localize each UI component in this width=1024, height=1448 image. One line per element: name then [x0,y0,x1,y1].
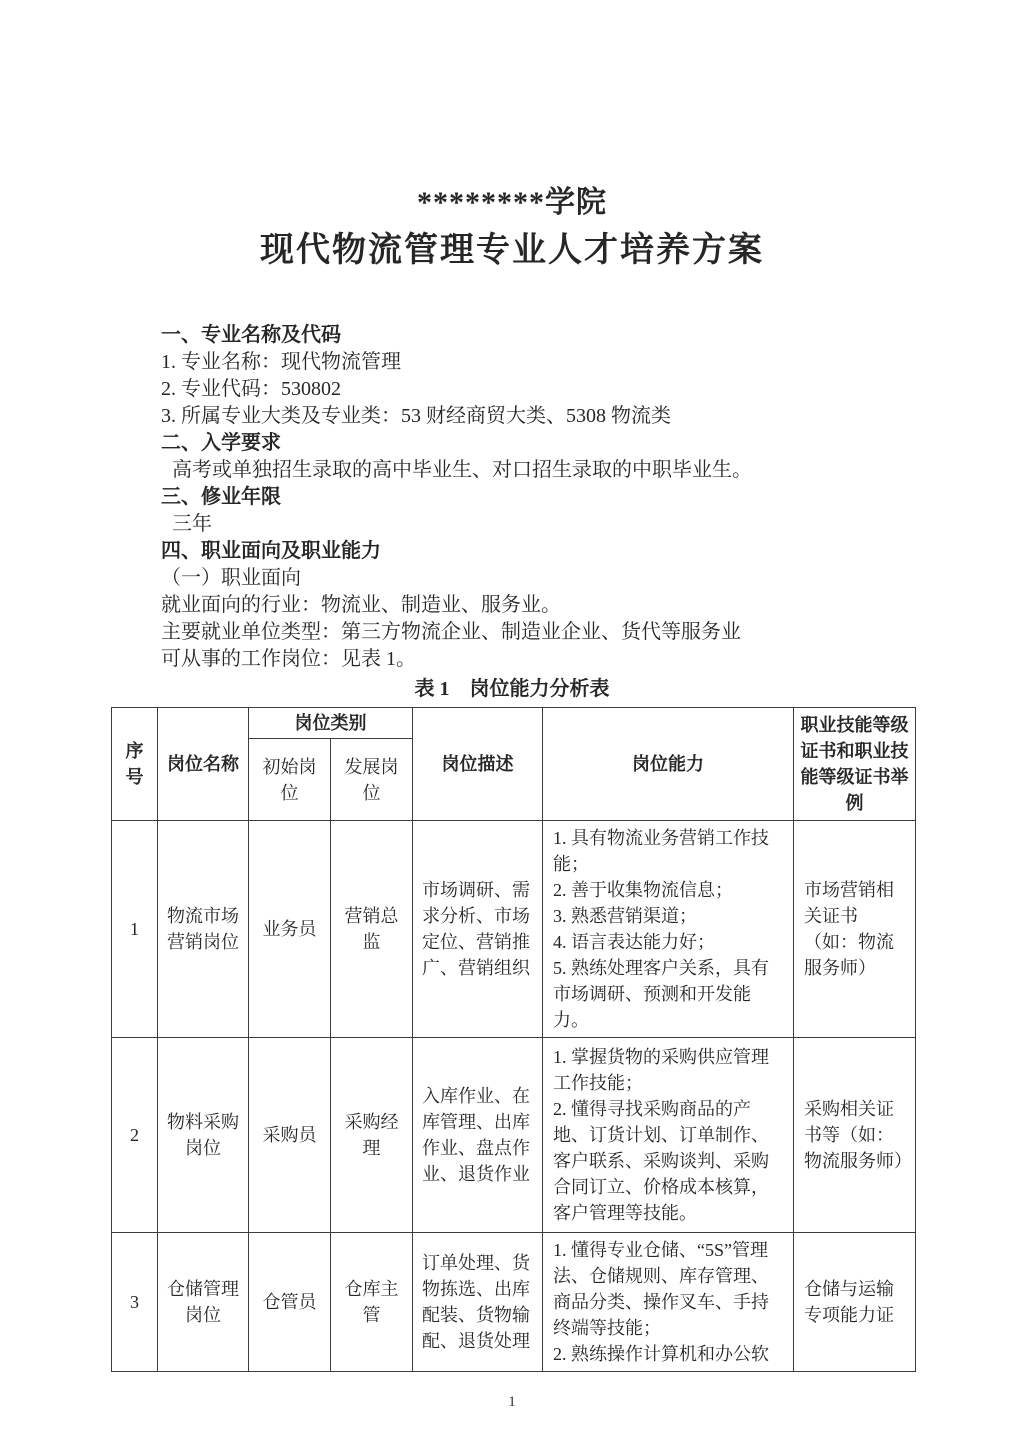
row-certificate: 仓储与运输专项能力证 [794,1233,916,1372]
table-row [112,1038,916,1233]
major-code-line: 2. 专业代码：530802 [161,378,341,400]
header-seq: 序号 [112,708,158,821]
row-post-name: 仓储管理岗位 [158,1233,249,1372]
row-development-post: 仓库主管 [331,1233,413,1372]
row-post-ability [543,821,794,1038]
row-certificate: 采购相关证书等（如：物流服务师） [794,1038,916,1233]
section-heading-1: 一、专业名称及代码 [161,324,341,346]
ability-item: 1. 懂得专业仓储、“5S”管理法、仓储规则、库存管理、商品分类、操作叉车、手持终端等技能； [553,1240,769,1338]
row-certificate: 市场营销相关证书（如：物流服务师） [794,821,916,1038]
table-row [112,821,916,1038]
row-post-description: 入库作业、在库管理、出库作业、盘点作业、退货作业 [413,1038,543,1233]
ability-item: 1. 具有物流业务营销工作技能； [553,828,769,874]
row-development-post: 营销总监 [331,821,413,1038]
row-seq: 3 [112,1233,158,1372]
row-post-description: 市场调研、需求分析、市场定位、营销推广、营销组织 [413,821,543,1038]
employer-type-line: 主要就业单位类型：第三方物流企业、制造业企业、货代等服务业 [161,621,741,643]
ability-item: 3. 熟悉营销渠道； [553,906,697,926]
row-post-name: 物料采购岗位 [158,1038,249,1233]
ability-item: 2. 善于收集物流信息； [553,880,733,900]
study-duration: 三年 [172,513,212,535]
ability-item: 1. 掌握货物的采购供应管理工作技能； [553,1047,769,1093]
row-seq: 2 [112,1038,158,1233]
ability-item: 2. 熟练操作计算机和办公软 [553,1344,769,1364]
row-post-description: 订单处理、货物拣选、出库配装、货物输配、退货处理 [413,1233,543,1372]
table-row [112,1233,916,1372]
header-post-ability: 岗位能力 [543,708,794,821]
subsection-heading: （一）职业面向 [161,567,301,589]
college-title: ********学院 [417,186,607,219]
row-initial-post: 采购员 [249,1038,331,1233]
header-certificate: 职业技能等级证书和职业技能等级证书举例 [794,708,916,821]
major-category-line: 3. 所属专业大类及专业类：53 财经商贸大类、5308 物流类 [161,405,671,427]
header-initial-post: 初始岗位 [249,739,331,821]
ability-item: 4. 语言表达能力好； [553,932,715,952]
ability-item: 2. 懂得寻找采购商品的产地、订货计划、订单制作、客户联系、采购谈判、采购合同订立、价格成本核算，客户管理等技能。 [553,1099,769,1223]
ability-item: 5. 熟练处理客户关系，具有市场调研、预测和开发能力。 [553,958,769,1030]
industry-line: 就业面向的行业：物流业、制造业、服务业。 [161,594,561,616]
row-post-ability [543,1038,794,1233]
major-name-line: 1. 专业名称：现代物流管理 [161,351,401,373]
header-development-post: 发展岗位 [331,739,413,821]
row-post-name: 物流市场营销岗位 [158,821,249,1038]
row-initial-post: 仓管员 [249,1233,331,1372]
section-heading-2: 二、入学要求 [161,432,281,454]
table-caption: 表 1 岗位能力分析表 [414,678,610,700]
program-title: 现代物流管理专业人才培养方案 [260,232,764,269]
document-body [161,322,951,673]
section-heading-3: 三、修业年限 [161,486,281,508]
row-development-post: 采购经理 [331,1038,413,1233]
section-heading-4: 四、职业面向及职业能力 [161,540,381,562]
post-ability-table [111,707,916,1372]
row-initial-post: 业务员 [249,821,331,1038]
job-post-line: 可从事的工作岗位：见表 1。 [161,648,416,670]
row-post-ability [543,1233,794,1372]
row-seq: 1 [112,821,158,1038]
header-post-name: 岗位名称 [158,708,249,821]
header-post-category: 岗位类别 [249,708,413,739]
header-post-description: 岗位描述 [413,708,543,821]
page-number: 1 [508,1394,516,1410]
admission-requirement: 高考或单独招生录取的高中毕业生、对口招生录取的中职毕业生。 [172,459,752,481]
